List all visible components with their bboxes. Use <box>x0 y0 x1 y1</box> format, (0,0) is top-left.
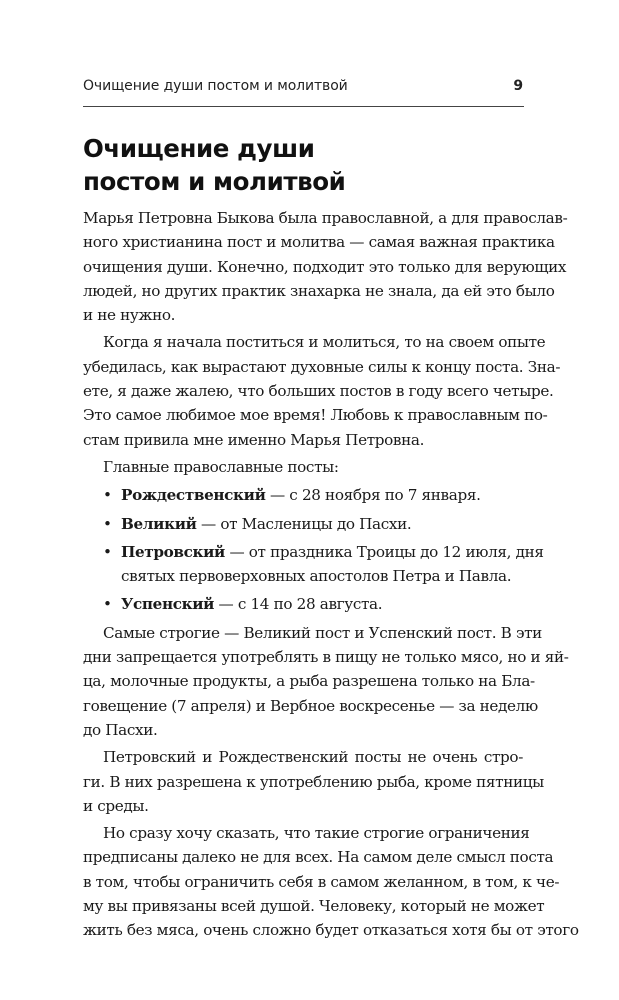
text-line: и не нужно. <box>83 306 176 325</box>
text-line: до Пасхи. <box>83 720 158 739</box>
body-text <box>83 206 579 943</box>
bullet-icon: • <box>103 542 112 561</box>
text-line: жить без мяса, очень сложно будет отказаться хотя бы от этого <box>83 921 579 940</box>
text-line: Петровский и Рождественский посты не очень стро- <box>103 748 523 767</box>
text-line: ца, молочные продукты, а рыба разрешена только на Бла- <box>83 672 535 691</box>
text-line: предписаны далеко не для всех. На самом деле смысл поста <box>83 848 554 867</box>
fasts-list <box>83 483 544 616</box>
paragraph <box>83 745 544 818</box>
fast-dates: — от праздника Троицы до 12 июля, дня <box>224 542 544 561</box>
text-line: стам привила мне именно Марья Петровна. <box>83 430 425 449</box>
paragraph <box>83 821 579 942</box>
paragraph <box>83 206 568 327</box>
text-line: в том, чтобы ограничить себя в самом желанном, в том, к че- <box>83 872 560 891</box>
fast-name: Успенский <box>121 595 215 614</box>
header-rule <box>83 106 524 107</box>
text-line: Но сразу хочу сказать, что такие строгие ограничения <box>103 824 530 843</box>
text-line: и среды. <box>83 796 149 815</box>
text-line: людей, но других практик знахарка не знала, да ей это было <box>83 281 555 300</box>
fast-name: Великий <box>121 514 197 533</box>
fast-dates: — с 14 по 28 августа. <box>214 595 383 614</box>
text-line: ги. В них разрешена к употреблению рыба, кроме пятницы <box>83 772 544 791</box>
chapter-title-line: постом и молитвой <box>83 167 346 196</box>
list-item <box>83 540 544 589</box>
list-item <box>83 483 523 507</box>
text-line: очищения души. Конечно, подходит это только для верующих <box>83 257 567 276</box>
text-line: Когда я начала поститься и молиться, то на своем опыте <box>103 333 546 352</box>
chapter-title-line: Очищение души <box>83 134 315 163</box>
list-item <box>83 592 523 616</box>
text-line: убедилась, как вырастают духовные силы к концу поста. Зна- <box>83 357 561 376</box>
fast-dates: — с 28 ноября по 7 января. <box>265 486 481 505</box>
list-item <box>83 512 523 536</box>
running-title: Очищение души постом и молитвой <box>83 78 348 94</box>
paragraph <box>83 330 561 451</box>
text-line: дни запрещается употреблять в пищу не только мясо, но и яй- <box>83 648 569 667</box>
text-line: Самые строгие — Великий пост и Успенский пост. В эти <box>103 623 542 642</box>
fast-dates: — от Масленицы до Пасхи. <box>196 514 412 533</box>
bullet-icon: • <box>103 486 112 505</box>
bullet-icon: • <box>103 514 112 533</box>
list-intro: Главные православные посты: <box>103 457 339 476</box>
text-line: говещение (7 апреля) и Вербное воскресенье — за неделю <box>83 696 538 715</box>
fast-dates-cont: святых первоверховных апостолов Петра и Павла. <box>121 567 512 586</box>
text-line: ного христианина пост и молитва — самая важная практика <box>83 233 555 252</box>
bullet-icon: • <box>103 595 112 614</box>
text-line: Это самое любимое мое время! Любовь к православным по- <box>83 406 548 425</box>
text-line: ете, я даже жалею, что больших постов в году всего четыре. <box>83 382 554 401</box>
chapter-title <box>83 132 345 198</box>
page-number: 9 <box>513 78 523 94</box>
text-line: Марья Петровна Быкова была православной, а для православ- <box>83 209 568 227</box>
text-line: му вы привязаны всей душой. Человеку, который не может <box>83 897 545 916</box>
fast-name: Рождественский <box>121 486 266 505</box>
fast-name: Петровский <box>121 542 225 561</box>
paragraph <box>83 621 569 742</box>
running-header <box>83 78 523 94</box>
